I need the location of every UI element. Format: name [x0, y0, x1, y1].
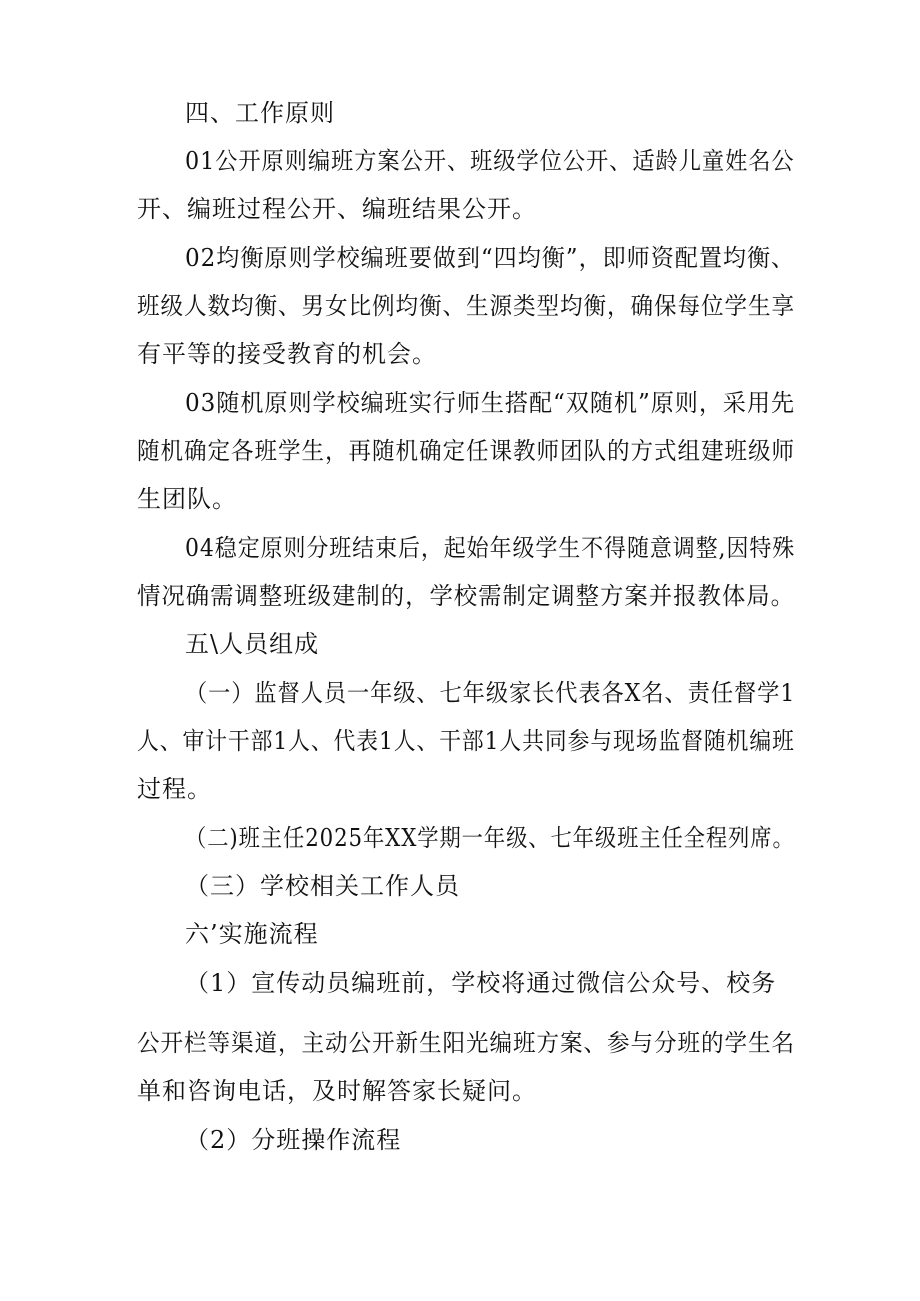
- paragraph-line: （二)班主任2025年XX学期一年级、七年级班主任全程列席。: [185, 824, 795, 852]
- section-heading-personnel: 五\人员组成: [185, 630, 320, 658]
- paragraph-line: （一）监督人员一年级、七年级家长代表各X名、责任督学1: [185, 679, 796, 707]
- section-heading-principles: 四、工作原则: [185, 99, 335, 127]
- paragraph-line: 有平等的接受教育的机会。: [137, 340, 437, 368]
- paragraph-line: 随机确定各班学生，再随机确定任课教师团队的方式组建班级师: [137, 437, 795, 465]
- paragraph-line: 01公开原则编班方案公开、班级学位公开、适龄儿童姓名公: [185, 147, 795, 175]
- paragraph-line: （1）宣传动员编班前，学校将通过微信公众号、校务: [185, 969, 777, 997]
- paragraph-line: （三）学校相关工作人员: [185, 872, 460, 900]
- paragraph-line: 情况确需调整班级建制的，学校需制定调整方案并报教体局。: [137, 582, 795, 610]
- paragraph-line: 单和咨询电话，及时解答家长疑问。: [137, 1077, 537, 1105]
- paragraph-line: 班级人数均衡、男女比例均衡、生源类型均衡，确保每位学生享: [137, 292, 795, 320]
- paragraph-line: 04稳定原则分班结束后，起始年级学生不得随意调整,因特殊: [185, 534, 796, 562]
- paragraph-line: （2）分班操作流程: [185, 1126, 402, 1154]
- paragraph-line: 03随机原则学校编班实行师生搭配“双随机”原则，采用先: [185, 389, 796, 417]
- paragraph-line: 过程。: [137, 775, 212, 803]
- paragraph-line: 生团队。: [137, 485, 237, 513]
- section-heading-procedure: 六’实施流程: [185, 920, 319, 948]
- paragraph-line: 人、审计干部1人、代表1人、干部1人共同参与现场监督随机编班: [137, 727, 795, 755]
- paragraph-line: 02均衡原则学校编班要做到“四均衡”，即师资配置均衡、: [185, 244, 796, 272]
- paragraph-line: 开、编班过程公开、编班结果公开。: [137, 195, 537, 223]
- paragraph-line: 公开栏等渠道，主动公开新生阳光编班方案、参与分班的学生名: [137, 1029, 795, 1057]
